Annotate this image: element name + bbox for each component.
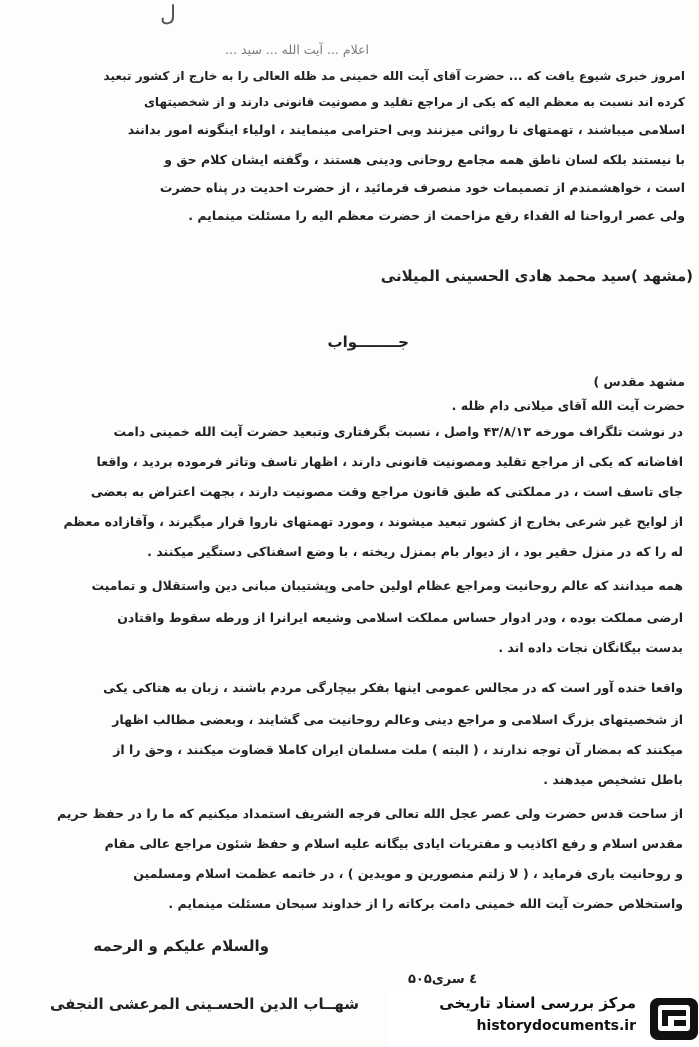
reply-closing: والسلام علیکم و الرحمه bbox=[93, 937, 269, 955]
reply-line-1: در نوشت تلگراف مورخه ۴۳/۸/۱۳ واصل ، نسبت بگرفتاری وتبعید حضرت آیت الله خمینی دامت bbox=[113, 424, 683, 439]
telegram-signature: (مشهد )سید محمد هادی الحسینی المیلانی bbox=[380, 267, 693, 285]
reply-line-6: همه میدانند که عالم روحانیت ومراجع عظام اولین حامی وپشتیبان مبانی دین واستقلال و تمامیت bbox=[91, 578, 683, 593]
reply-line-3: جای تاسف است ، در مملکتی که طبق قانون مراجع وقت مصونیت دارند ، بجهت اعتراض به بعضی bbox=[90, 484, 683, 499]
reply-line-9: واقعا خنده آور است که در مجالس عمومی اینها بفکر بیچارگی مردم باشند ، زبان به هتاکی یکی bbox=[103, 680, 683, 695]
reply-heading: جــــــــواب bbox=[327, 333, 409, 351]
reply-address: مشهد مقدس ) bbox=[593, 374, 685, 389]
archive-watermark bbox=[388, 992, 699, 1047]
telegram-line-2: امروز خبری شیوع یافت که ... حضرت آقای آیت الله خمینی مد ظله العالی را به خارج از کشور تبعید bbox=[103, 69, 685, 83]
reply-line-2: افاضاته که یکی از مراجع تقلید ومصونیت قانونی دارند ، اظهار تاسف وتاثر فرموده بردید ، واقعا bbox=[96, 454, 683, 469]
archive-logo-icon bbox=[648, 996, 699, 1042]
reply-line-7: ارضی مملکت بوده ، ودر ادوار حساس مملکت اسلامی وشیعه ایرانرا از ورطه سقوط واقتادن bbox=[117, 610, 683, 625]
telegram-line-5: با نیستند بلکه لسان ناطق همه مجامع روحانی ودینی هستند ، وگفته ایشان کلام حق و bbox=[164, 152, 685, 167]
reply-line-8: بدست بیگانگان نجات داده اند . bbox=[498, 640, 683, 655]
telegram-line-4: اسلامی میباشند ، تهمتهای نا روائی میزنند وبی احترامی مینمایند ، اولیاء اینگونه امور بدانند bbox=[127, 122, 685, 137]
reply-ref-number: ۵۰۵٤ سری bbox=[408, 972, 478, 987]
telegram-line-6: است ، خواهشمندم از تصمیمات خود منصرف فرمائید ، از حضرت احدیت در پناه حضرت bbox=[159, 180, 685, 195]
reply-line-4: از لوایح غیر شرعی بخارج از کشور تبعید میشوند ، ومورد تهمتهای ناروا قرار میگیرند ، وآقازاده معظم bbox=[63, 514, 683, 529]
reply-line-11: میکنند که بمضار آن توجه ندارند ، ( البته ) ملت مسلمان ایران کاملا قضاوت میکنند ، وحق را از bbox=[113, 742, 683, 757]
telegram-line-7: ولی عصر ارواحنا له الفداء رفع مزاحمت از حضرت معظم الیه را مسئلت مینمایم . bbox=[188, 208, 685, 223]
reply-signature: شهــاب الدین الحسـینی المرعشی النجفی bbox=[50, 995, 359, 1013]
reply-line-12: باطل تشخیص میدهند . bbox=[543, 772, 683, 787]
reply-line-13: از ساحت قدس حضرت ولی عصر عجل الله تعالی فرجه الشریف استمداد میکنیم که ما را در حفظ حریم bbox=[57, 806, 683, 821]
reply-line-14: مقدس اسلام و رفع اکاذیب و مفتریات ایادی بیگانه علیه اسلام و حفظ شئون مراجع عالی مقام bbox=[104, 836, 683, 851]
watermark-title: مرکز بررسی اسناد تاریخی bbox=[439, 994, 636, 1012]
telegram-line-3: کرده اند نسبت به معظم الیه که یکی از مراجع تقلید و مصونیت قانونی دارند و از شخصیتهای bbox=[143, 95, 685, 109]
top-ornament-mark: ل bbox=[160, 2, 176, 27]
reply-line-5: له را که در منزل حقیر بود ، از دیوار بام بمنزل ریخته ، با وضع اسفناکی دستگیر میکنند . bbox=[147, 544, 683, 559]
reply-salutation: حضرت آیت الله آقای میلانی دام ظله . bbox=[451, 398, 685, 413]
reply-line-15: و روحانیت یاری فرماید ، ( لا زلتم منصورین و مویدین ) ، در خاتمه عظمت اسلام ومسلمین bbox=[133, 866, 683, 881]
telegram-line-1: اعلام ... آیت الله ... سید ... bbox=[225, 42, 369, 57]
watermark-url: historydocuments.ir bbox=[476, 1018, 636, 1034]
reply-line-10: از شخصیتهای بزرگ اسلامی و مراجع دینی وعالم روحانیت می گشایند ، وبعضی مطالب اظهار bbox=[112, 712, 683, 727]
reply-line-16: واستخلاص حضرت آیت الله خمینی دامت برکاته را از خداوند سبحان مسئلت مینمایم . bbox=[168, 896, 683, 911]
